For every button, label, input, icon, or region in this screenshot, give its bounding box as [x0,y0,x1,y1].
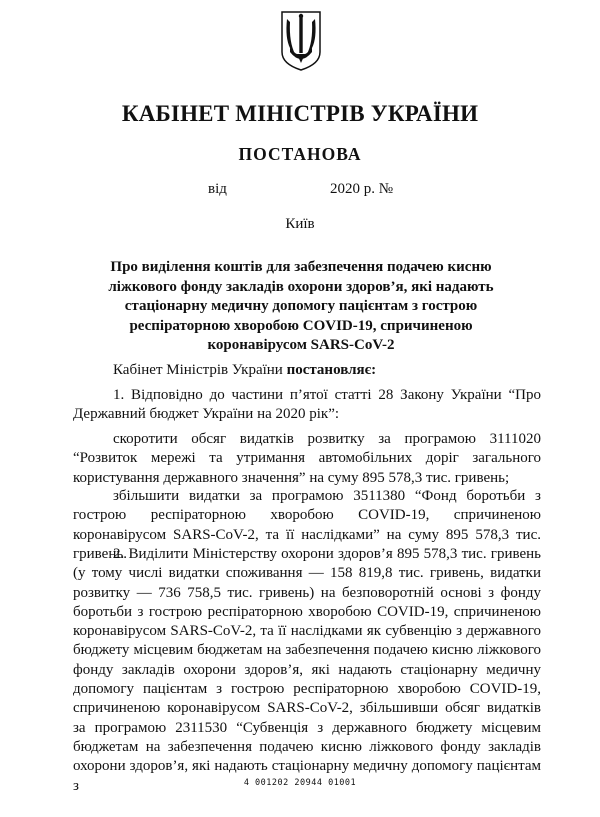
heading-line: ліжкового фонду закладів охорони здоров’я, які надають [108,278,494,295]
trident-icon [280,10,322,72]
date-prefix: від [208,181,227,197]
heading-line: респіраторною хворобою COVID-19, спричиненою [129,317,473,334]
city-name: Київ [285,216,315,232]
barcode-number: 4 001202 20944 01001 [243,778,357,788]
intro-paragraph [73,361,541,380]
paragraph-1b: збільшити видатки за програмою 3511380 “Фонд боротьби з гострою респіраторною хворобою COVID-19, спричиненою коронавірусом SARS-CoV-2, та її наслідками” на суму 895 578,3 тис. гривень. [73,488,541,562]
intro-text: Кабінет Міністрів України [113,362,287,378]
paragraph-2: 2. Виділити Міністерству охорони здоров’я 895 578,3 тис. гривень (у тому числі видатки споживання — 158 819,8 тис. гривень, видатки розвитку — 736 758,5 тис. гривень) на безповоротній основі з фонду боротьби з гострою респіраторною хворобою COVID-19, спричиненою коронавірусом SARS-CoV-2, та її наслідками як субвенцію з державного бюджету місцевим бюджетам на забезпечення подачею кисню ліжкового фонду закладів охорони здоров’я, які надають стаціонарну медичну допомогу пацієнтам з гострою респіраторною хворобою COVID-19, спричиненою коронавірусом SARS-CoV-2, збільшивши обсяг видатків за програмою 2311530 “Субвенція з державного бюджету місцевим бюджетам на забезпечення подачею кисню ліжкового фонду закладів охорони здоров’я, які надають стаціонарну медичну допомогу пацієнтам з [73,546,541,794]
resolution-heading [105,258,497,356]
heading-line: коронавірусом SARS-CoV-2 [207,337,395,353]
paragraph-1: 1. Відповідно до частини п’ятої статті 28 Закону України “Про Державний бюджет України на 2020 рік”: [73,387,541,423]
heading-line: Про виділення коштів для забезпечення подачею кисню [110,259,492,275]
document-type: ПОСТАНОВА [238,144,362,164]
document-title: КАБІНЕТ МІНІСТРІВ УКРАЇНИ [121,101,479,126]
intro-resolves: постановляє: [286,362,377,378]
heading-line: стаціонарну медичну допомогу пацієнтам з гострою [124,298,478,314]
paragraph-1a: скоротити обсяг видатків розвитку за програмою 3111020 “Розвиток мережі та утримання автомобільних доріг загального користування державного значення” на суму 895 578,3 тис. гривень; [73,431,541,486]
date-year: 2020 р. № [330,181,394,197]
